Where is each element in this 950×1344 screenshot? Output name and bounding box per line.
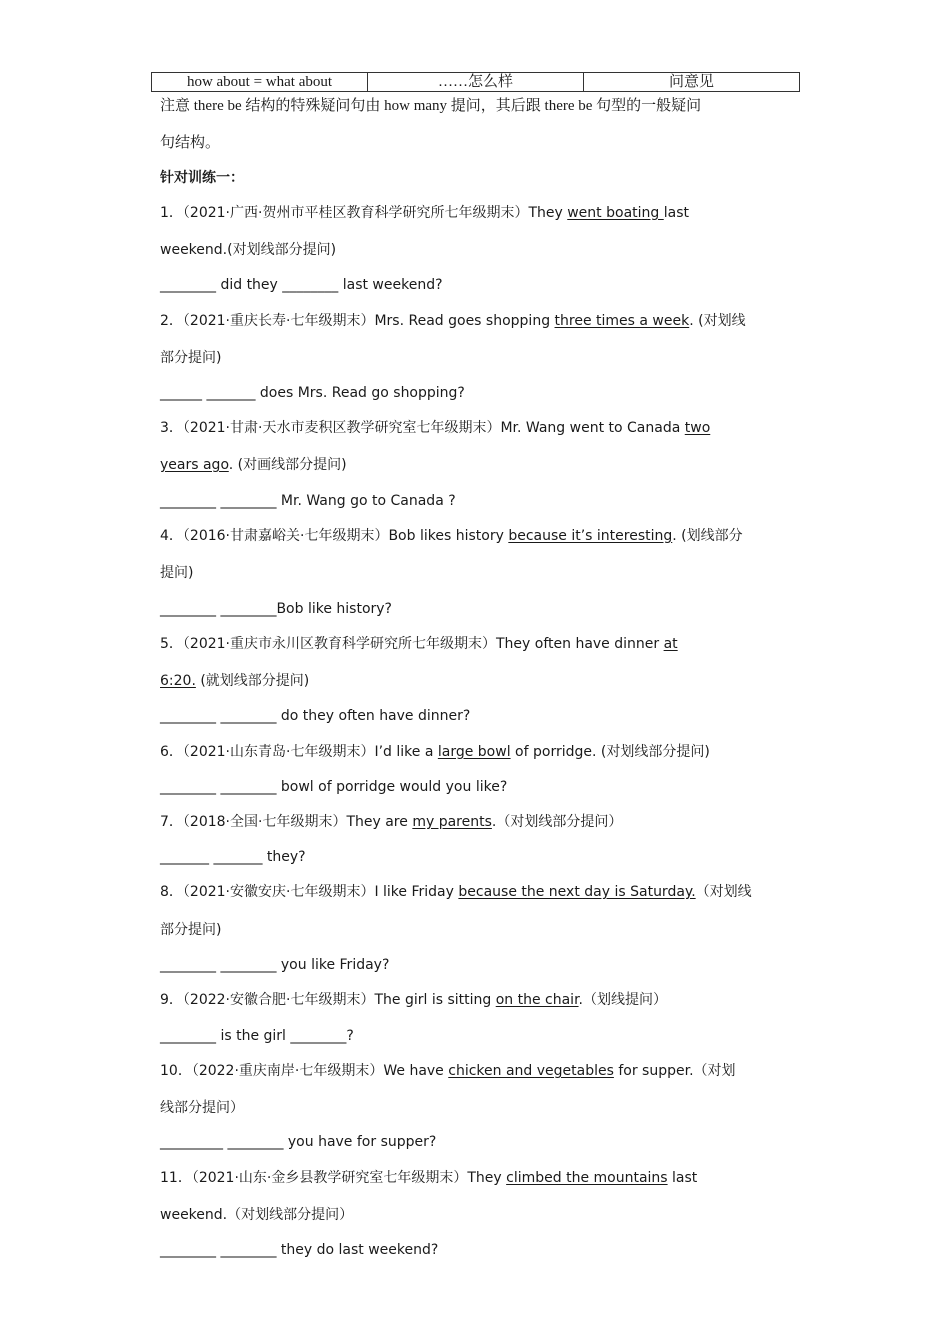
question-text: . (对画线部分提问)	[228, 457, 347, 473]
answer-blank-line: ________ did they ________ last weekend?	[160, 277, 443, 293]
question-line	[160, 203, 800, 223]
question-text: （对划线	[695, 884, 752, 900]
question-line	[160, 418, 800, 438]
question-number: 8．	[160, 884, 183, 900]
table-cell: how about = what about	[152, 73, 368, 92]
question-text: They	[528, 205, 568, 221]
underlined-part: years ago	[160, 457, 229, 473]
question-continuation	[160, 455, 800, 475]
question-continuation	[160, 1098, 800, 1118]
answer-blank-line: ________ ________ bowl of porridge would you like?	[160, 779, 508, 795]
question-text: weekend.（对划线部分提问）	[160, 1207, 354, 1223]
underlined-part: at	[663, 636, 678, 652]
question-line	[160, 990, 800, 1010]
question-source: （2021·山东青岛·七年级期末）	[182, 744, 375, 760]
table-cell: ……怎么样	[368, 73, 584, 92]
question-text: Mr. Wang went to Canada	[500, 420, 685, 436]
question-continuation	[160, 920, 800, 940]
question-line	[160, 882, 800, 902]
question-text: last	[663, 205, 689, 221]
question-number: 9．	[160, 992, 183, 1008]
question-text: The girl is sitting	[374, 992, 496, 1008]
question-source: （2022·安徽合肥·七年级期末）	[182, 992, 375, 1008]
question-source: （2021·重庆长寿·七年级期末）	[182, 313, 375, 329]
question-text: I’d like a	[374, 744, 438, 760]
answer-blank-line: ________ is the girl ________?	[160, 1028, 354, 1044]
question-text: 部分提问)	[160, 350, 222, 366]
underlined-part: chicken and vegetables	[448, 1063, 614, 1079]
phrase-table	[151, 72, 800, 92]
question-text: for supper.（对划	[613, 1063, 736, 1079]
question-text: Mrs. Read goes shopping	[374, 313, 555, 329]
underlined-part: because the next day is Saturday.	[458, 884, 696, 900]
underlined-part: 6:20.	[160, 673, 196, 689]
question-text: .（对划线部分提问）	[491, 814, 623, 830]
underlined-part: two	[684, 420, 711, 436]
question-text: weekend.(对划线部分提问)	[160, 242, 337, 258]
table-cell: 问意见	[584, 73, 800, 92]
question-number: 6．	[160, 744, 183, 760]
question-text: of porridge. (对划线部分提问)	[510, 744, 710, 760]
question-source: （2018·全国·七年级期末）	[182, 814, 347, 830]
answer-blank-line: _______ _______ they?	[160, 849, 306, 865]
question-source: （2021·广西·贺州市平桂区教育科学研究所七年级期末）	[182, 205, 529, 221]
question-source: （2022·重庆南岸·七年级期末）	[191, 1063, 384, 1079]
question-number: 2．	[160, 313, 183, 329]
question-source: （2021·山东·金乡县教学研究室七年级期末）	[191, 1170, 468, 1186]
underlined-part: large bowl	[437, 744, 511, 760]
question-continuation	[160, 1205, 800, 1225]
question-number: 5．	[160, 636, 183, 652]
question-line	[160, 1061, 800, 1081]
question-text: Bob likes history	[388, 528, 509, 544]
question-text: . (对划线	[689, 313, 746, 329]
question-text: I like Friday	[374, 884, 459, 900]
question-source: （2016·甘肃嘉峪关·七年级期末）	[182, 528, 389, 544]
underlined-part: three times a week	[554, 313, 690, 329]
question-text: .（划线提问）	[578, 992, 667, 1008]
answer-blank-line: ______ _______ does Mrs. Read go shopping?	[160, 385, 465, 401]
answer-blank-line: ________ ________ Mr. Wang go to Canada ?	[160, 493, 456, 509]
section-title: 针对训练一：	[160, 170, 244, 186]
answer-blank-line: ________ ________ you like Friday?	[160, 957, 390, 973]
question-text: . (划线部分	[672, 528, 743, 544]
question-line	[160, 311, 800, 331]
table-row	[152, 73, 800, 92]
underlined-part: my parents	[412, 814, 492, 830]
question-number: 11．	[160, 1170, 192, 1186]
answer-blank-line: ________ ________ do they often have dinner?	[160, 708, 471, 724]
question-number: 3．	[160, 420, 183, 436]
question-continuation	[160, 563, 800, 583]
question-continuation	[160, 240, 800, 260]
note-line: 句结构。	[160, 135, 221, 151]
question-number: 1．	[160, 205, 183, 221]
question-line	[160, 526, 800, 546]
underlined-part: climbed the mountains	[506, 1170, 668, 1186]
question-source: （2021·甘肃·天水市麦积区教学研究室七年级期末）	[182, 420, 501, 436]
question-continuation	[160, 671, 800, 691]
question-text: 线部分提问）	[160, 1100, 244, 1116]
underlined-part: went boating	[567, 205, 664, 221]
question-line	[160, 1168, 800, 1188]
question-text: They	[467, 1170, 507, 1186]
question-text: 提问)	[160, 565, 194, 581]
answer-blank-line: ________ ________ they do last weekend?	[160, 1242, 439, 1258]
question-text: 部分提问)	[160, 922, 222, 938]
underlined-part: because it’s interesting	[508, 528, 673, 544]
question-source: （2021·重庆市永川区教育科学研究所七年级期末）	[182, 636, 496, 652]
question-number: 7．	[160, 814, 183, 830]
question-number: 4．	[160, 528, 183, 544]
question-text: They are	[346, 814, 413, 830]
question-number: 10．	[160, 1063, 192, 1079]
question-text: (就划线部分提问)	[195, 673, 310, 689]
answer-blank-line: _________ ________ you have for supper?	[160, 1134, 437, 1150]
question-text: They often have dinner	[496, 636, 664, 652]
question-line	[160, 634, 800, 654]
underlined-part: on the chair	[495, 992, 579, 1008]
question-source: （2021·安徽安庆·七年级期末）	[182, 884, 375, 900]
question-continuation	[160, 348, 800, 368]
note-line: 注意 there be 结构的特殊疑问句由 how many 提问，其后跟 there be 句型的一般疑问	[160, 98, 702, 114]
question-text: last	[667, 1170, 698, 1186]
question-text: We have	[383, 1063, 449, 1079]
question-line	[160, 812, 800, 832]
answer-blank-line: ________ ________Bob like history?	[160, 601, 392, 617]
question-line	[160, 742, 800, 762]
